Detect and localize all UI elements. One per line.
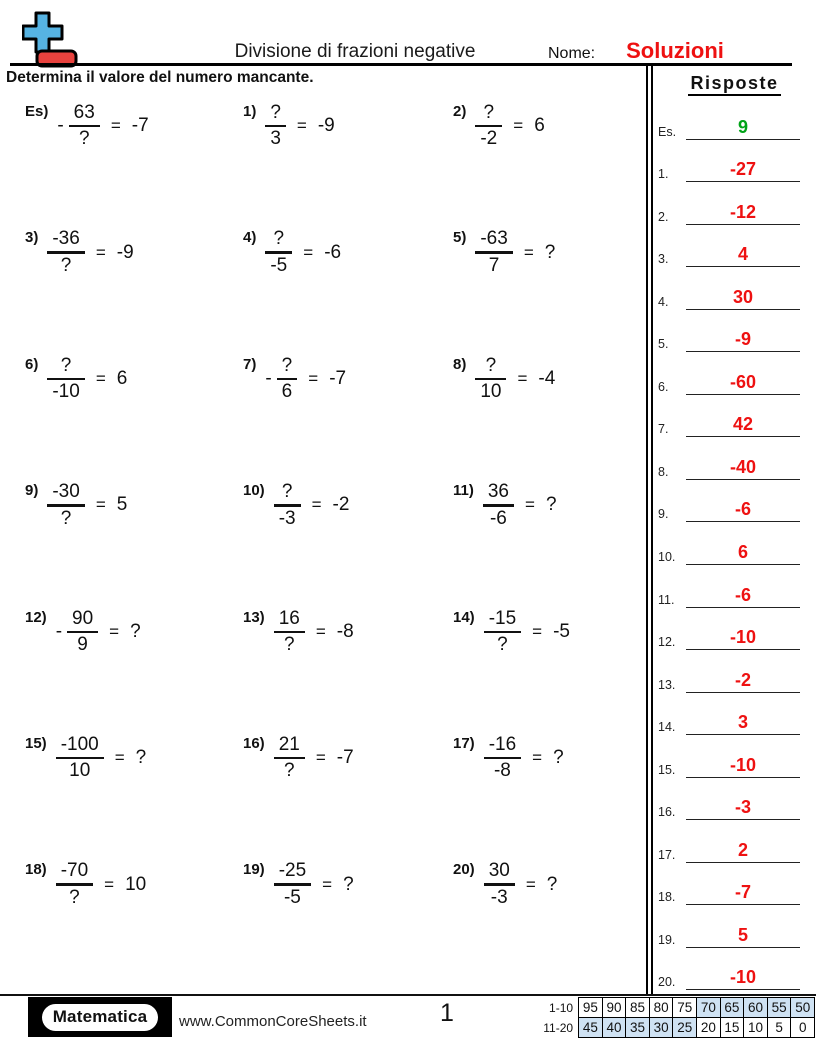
answer-label: 9. — [658, 507, 669, 522]
denominator: 10 — [480, 381, 502, 403]
answer-label: 7. — [658, 422, 669, 437]
problem-equation — [56, 609, 141, 655]
numerator: ? — [281, 354, 293, 376]
score-cell: 90 — [602, 997, 627, 1018]
result-value: ? — [343, 873, 354, 895]
result-value: -6 — [324, 241, 342, 263]
answer-line — [686, 756, 800, 778]
answer-value: -40 — [729, 456, 756, 477]
answer-value: -10 — [729, 627, 756, 648]
fraction — [483, 482, 514, 528]
result-value: -9 — [317, 115, 335, 137]
problem-number: 13) — [243, 608, 265, 626]
name-label: Nome: — [548, 45, 596, 62]
answer-row — [653, 863, 816, 906]
answer-line — [686, 160, 800, 182]
answer-label: 15. — [658, 762, 676, 777]
score-cell: 5 — [767, 1017, 792, 1038]
denominator: -10 — [52, 381, 80, 403]
plus-minus-logo-icon — [22, 10, 78, 70]
denominator: ? — [69, 886, 80, 908]
result-value: -5 — [553, 620, 570, 642]
score-cell: 35 — [625, 1017, 650, 1038]
fraction — [475, 229, 512, 275]
problem-number: 4) — [243, 229, 257, 247]
problem-equation — [274, 861, 354, 907]
problem-number: 14) — [453, 608, 475, 626]
answer-line — [686, 415, 800, 437]
problem-number: 16) — [243, 734, 265, 752]
answer-line — [686, 883, 800, 905]
denominator: ? — [283, 634, 295, 655]
footer-rule — [0, 994, 816, 996]
denominator: ? — [60, 254, 72, 276]
answer-row — [653, 820, 816, 863]
fraction — [274, 609, 305, 655]
answer-line — [686, 586, 800, 608]
denominator: -2 — [480, 128, 498, 150]
equals-sign: = — [517, 368, 528, 388]
fraction — [67, 609, 98, 655]
denominator: ? — [283, 760, 295, 782]
denominator: -5 — [270, 254, 288, 276]
fraction — [274, 482, 301, 528]
denominator: 3 — [270, 128, 281, 150]
result-value: ? — [130, 620, 141, 642]
problem — [453, 349, 646, 475]
equals-sign: = — [95, 242, 106, 262]
score-cells — [578, 997, 815, 1018]
fraction — [47, 482, 84, 528]
problem-number: 2) — [453, 103, 467, 120]
answer-line — [686, 458, 800, 480]
equals-sign: = — [532, 748, 543, 768]
page-title: Divisione di frazioni negative — [234, 41, 476, 62]
numerator: -70 — [60, 860, 89, 882]
answer-line — [686, 373, 800, 395]
result-value: ? — [135, 747, 147, 769]
plus-icon — [23, 13, 62, 52]
answer-line — [686, 118, 800, 140]
problem-equation — [47, 229, 133, 275]
answer-label: 20. — [658, 975, 676, 990]
answer-label: 13. — [658, 677, 676, 692]
problem-number: 20) — [453, 861, 475, 879]
numerator: ? — [485, 354, 497, 376]
score-cell: 60 — [743, 997, 768, 1018]
result-value: 5 — [116, 494, 128, 516]
answer-label: 19. — [658, 932, 676, 947]
denominator: ? — [60, 507, 72, 529]
problem-equation — [265, 356, 346, 402]
numerator: 21 — [278, 733, 300, 755]
answer-line — [686, 968, 800, 990]
answer-value: -12 — [729, 201, 756, 222]
numerator: 30 — [488, 860, 510, 882]
problem-number: 8) — [453, 355, 467, 373]
answer-line — [686, 713, 800, 735]
result-value: -2 — [332, 494, 350, 516]
answer-line — [686, 500, 800, 522]
answer-label: 6. — [658, 379, 669, 394]
problem — [25, 349, 243, 475]
problem-number: Es) — [25, 103, 49, 120]
denominator: ? — [78, 128, 90, 150]
answer-row — [653, 182, 816, 225]
problem-number: 11) — [453, 482, 474, 500]
score-cells — [578, 1017, 815, 1038]
score-cell: 95 — [578, 997, 603, 1018]
numerator: -16 — [488, 733, 517, 755]
problem-number: 7) — [243, 355, 257, 373]
answer-row — [653, 437, 816, 480]
answer-value: 2 — [737, 839, 748, 860]
answer-line — [686, 245, 800, 267]
answer-label: 14. — [658, 720, 676, 735]
answer-label: 4. — [658, 294, 669, 309]
result-value: ? — [545, 494, 557, 516]
answer-label: 12. — [658, 635, 676, 650]
answer-line — [686, 841, 800, 863]
answer-label: 18. — [658, 890, 676, 905]
numerator: -63 — [480, 228, 508, 250]
problem-equation — [274, 482, 350, 528]
result-value: -9 — [116, 241, 134, 263]
answer-label: Es. — [658, 124, 677, 139]
fraction — [265, 103, 286, 149]
result-value: -7 — [336, 747, 354, 769]
answer-line — [686, 628, 800, 650]
score-cell: 75 — [672, 997, 697, 1018]
problem-number: 10) — [243, 482, 265, 500]
result-value: -8 — [336, 620, 354, 642]
answer-value: -6 — [734, 499, 751, 520]
score-cell: 50 — [790, 997, 815, 1018]
answer-row — [653, 522, 816, 565]
score-cell: 45 — [578, 1017, 603, 1038]
answer-row — [653, 948, 816, 991]
answer-value: 9 — [737, 116, 748, 137]
result-value: 6 — [534, 115, 545, 137]
denominator: ? — [497, 634, 508, 655]
denominator: 9 — [77, 634, 88, 655]
equals-sign: = — [525, 874, 536, 894]
denominator: -3 — [278, 507, 296, 529]
equals-sign: = — [523, 242, 534, 262]
problem-number: 15) — [25, 734, 47, 752]
problem-number: 18) — [25, 861, 47, 879]
answer-row — [653, 608, 816, 651]
score-cell: 0 — [790, 1017, 815, 1038]
problem-equation — [475, 356, 555, 402]
problem-equation — [265, 103, 334, 149]
score-row — [540, 997, 815, 1018]
problem — [25, 854, 243, 980]
score-cell: 40 — [602, 1017, 627, 1038]
answer-row — [653, 650, 816, 693]
answer-label: 2. — [658, 209, 669, 224]
equals-sign: = — [311, 495, 322, 515]
answer-line — [686, 926, 800, 948]
problem — [243, 602, 453, 728]
answer-value: 3 — [737, 712, 748, 733]
answer-label: 16. — [658, 805, 676, 820]
score-cell: 80 — [649, 997, 674, 1018]
numerator: -100 — [60, 733, 99, 755]
problem-equation — [484, 609, 570, 655]
fraction — [47, 356, 84, 402]
answer-label: 5. — [658, 337, 669, 352]
numerator: 16 — [278, 607, 300, 629]
answer-row — [653, 778, 816, 821]
answer-row — [653, 267, 816, 310]
equals-sign: = — [315, 621, 326, 641]
problem — [243, 349, 453, 475]
denominator: -5 — [283, 886, 301, 908]
answer-value: 4 — [737, 244, 748, 265]
answers-title-text: Risposte — [688, 73, 780, 96]
answer-row — [653, 395, 816, 438]
problem-equation — [484, 861, 558, 907]
answers-list — [653, 97, 816, 990]
result-value: -4 — [538, 367, 556, 389]
answer-row — [653, 565, 816, 608]
problem-equation — [475, 103, 544, 149]
problem — [453, 222, 646, 348]
denominator: 6 — [281, 381, 293, 403]
answer-line — [686, 543, 800, 565]
problem-equation — [265, 229, 341, 275]
problem — [453, 728, 646, 854]
answer-line — [686, 203, 800, 225]
equals-sign: = — [95, 495, 106, 515]
brand-label: Matematica — [42, 1004, 159, 1031]
problem-equation — [483, 482, 557, 528]
answer-value: 5 — [737, 924, 748, 945]
equals-sign: = — [296, 116, 307, 136]
answers-panel — [653, 66, 816, 994]
equals-sign: = — [315, 748, 326, 768]
problem — [243, 222, 453, 348]
problem-number: 12) — [25, 608, 47, 626]
problem-equation — [274, 609, 354, 655]
numerator: ? — [483, 102, 495, 123]
score-row — [540, 1017, 815, 1038]
answer-row — [653, 97, 816, 140]
equals-sign: = — [110, 116, 121, 136]
fraction — [69, 103, 100, 149]
answer-label: 11. — [658, 592, 675, 607]
answer-label: 3. — [658, 252, 669, 267]
answer-value: -9 — [734, 329, 751, 350]
equals-sign: = — [114, 748, 125, 768]
fraction — [265, 229, 292, 275]
numerator: ? — [270, 102, 281, 123]
fraction — [484, 861, 515, 907]
numerator: ? — [281, 481, 293, 503]
problem-equation — [47, 356, 127, 402]
problem — [453, 96, 646, 222]
score-cell: 20 — [696, 1017, 721, 1038]
problem-number: 6) — [25, 355, 39, 373]
problem — [25, 96, 243, 222]
score-cell: 25 — [672, 1017, 697, 1038]
score-cell: 15 — [720, 1017, 745, 1038]
fraction — [484, 735, 521, 781]
name-value: Soluzioni — [626, 38, 724, 63]
fraction — [475, 356, 506, 402]
result-value: -7 — [329, 367, 347, 389]
answer-value: -60 — [729, 371, 756, 392]
fraction — [56, 861, 93, 907]
problem — [243, 854, 453, 980]
equals-sign: = — [322, 874, 333, 894]
equals-sign: = — [104, 874, 115, 894]
score-cell: 10 — [743, 1017, 768, 1038]
fraction — [277, 356, 298, 402]
answer-line — [686, 798, 800, 820]
answer-line — [686, 288, 800, 310]
equals-sign: = — [308, 368, 319, 388]
result-value: 10 — [125, 873, 147, 895]
answer-label: 8. — [658, 464, 669, 479]
problem — [453, 475, 646, 601]
problem-number: 17) — [453, 734, 475, 752]
score-cell: 85 — [625, 997, 650, 1018]
problem-equation — [484, 735, 564, 781]
result-value: -7 — [131, 115, 149, 137]
result-value: ? — [546, 873, 558, 895]
answer-value: 6 — [737, 542, 748, 563]
answer-row — [653, 693, 816, 736]
problem-number: 3) — [25, 229, 39, 247]
answer-row — [653, 352, 816, 395]
problem — [25, 475, 243, 601]
fraction — [47, 229, 84, 275]
numerator: -36 — [52, 228, 80, 250]
minus-prefix: - — [265, 367, 272, 389]
numerator: ? — [60, 354, 72, 376]
result-value: ? — [544, 241, 556, 263]
answer-value: -10 — [729, 967, 756, 988]
answer-line — [686, 330, 800, 352]
answer-label: 17. — [658, 847, 676, 862]
problem-number: 9) — [25, 482, 39, 500]
brand-logo — [28, 997, 172, 1037]
numerator: -25 — [278, 860, 307, 882]
problem — [453, 854, 646, 980]
problem-equation — [274, 735, 354, 781]
numerator: ? — [273, 228, 285, 250]
equals-sign: = — [109, 621, 120, 641]
divider-line — [646, 66, 648, 994]
instruction-text: Determina il valore del numero mancante. — [6, 69, 314, 86]
problem — [25, 728, 243, 854]
result-value: 6 — [116, 367, 128, 389]
equals-sign: = — [513, 116, 524, 136]
problem-number: 19) — [243, 861, 265, 879]
minus-prefix: - — [57, 115, 64, 137]
equals-sign: = — [525, 495, 535, 515]
denominator: -6 — [489, 507, 507, 529]
numerator: -30 — [52, 481, 80, 503]
answer-value: -2 — [734, 669, 751, 690]
answer-value: -6 — [734, 584, 751, 605]
website-text: www.CommonCoreSheets.it — [179, 1013, 367, 1030]
denominator: -8 — [493, 760, 511, 782]
answer-value: 42 — [732, 414, 754, 435]
numerator: 63 — [73, 102, 95, 123]
numerator: 36 — [487, 481, 509, 503]
answer-value: -7 — [734, 882, 751, 903]
denominator: -3 — [490, 886, 508, 908]
score-cell: 70 — [696, 997, 721, 1018]
answer-line — [686, 671, 800, 693]
numerator: 90 — [72, 607, 94, 629]
answer-value: -3 — [734, 797, 751, 818]
score-cell: 65 — [720, 997, 745, 1018]
problem-equation — [47, 482, 127, 528]
answer-row — [653, 480, 816, 523]
answer-value: -27 — [729, 159, 756, 180]
answer-value: -10 — [729, 754, 756, 775]
equals-sign: = — [303, 242, 314, 262]
answer-row — [653, 735, 816, 778]
equals-sign: = — [95, 368, 106, 388]
minus-prefix: - — [55, 620, 63, 642]
problem-equation — [56, 861, 147, 907]
result-value: ? — [553, 747, 564, 769]
problem — [453, 602, 646, 728]
problem-equation — [56, 735, 147, 781]
answer-row — [653, 140, 816, 183]
problem-number: 5) — [453, 229, 467, 247]
denominator: 10 — [69, 760, 91, 782]
answer-value: 30 — [732, 286, 754, 307]
numerator: -15 — [488, 607, 517, 629]
answer-row — [653, 905, 816, 948]
problem-number: 1) — [243, 103, 257, 120]
equals-sign: = — [532, 621, 543, 641]
fraction — [274, 861, 311, 907]
answer-label: 10. — [658, 550, 676, 565]
problem-equation — [57, 103, 148, 149]
score-row-label: 1-10 — [549, 1000, 574, 1015]
problem-equation — [475, 229, 555, 275]
answer-row — [653, 225, 816, 268]
fraction — [56, 735, 104, 781]
answer-row — [653, 310, 816, 353]
problem — [243, 728, 453, 854]
score-table — [540, 997, 815, 1038]
problems-grid — [0, 96, 646, 984]
page-number: 1 — [440, 999, 454, 1027]
score-row-label: 11-20 — [543, 1020, 574, 1035]
fraction — [274, 735, 305, 781]
fraction — [475, 103, 502, 149]
answers-title — [653, 73, 816, 94]
problem — [25, 222, 243, 348]
problem — [243, 96, 453, 222]
problem — [25, 602, 243, 728]
denominator: 7 — [488, 254, 500, 276]
score-cell: 30 — [649, 1017, 674, 1038]
answer-label: 1. — [658, 167, 669, 182]
score-cell: 55 — [767, 997, 792, 1018]
problem — [243, 475, 453, 601]
fraction — [484, 609, 521, 655]
